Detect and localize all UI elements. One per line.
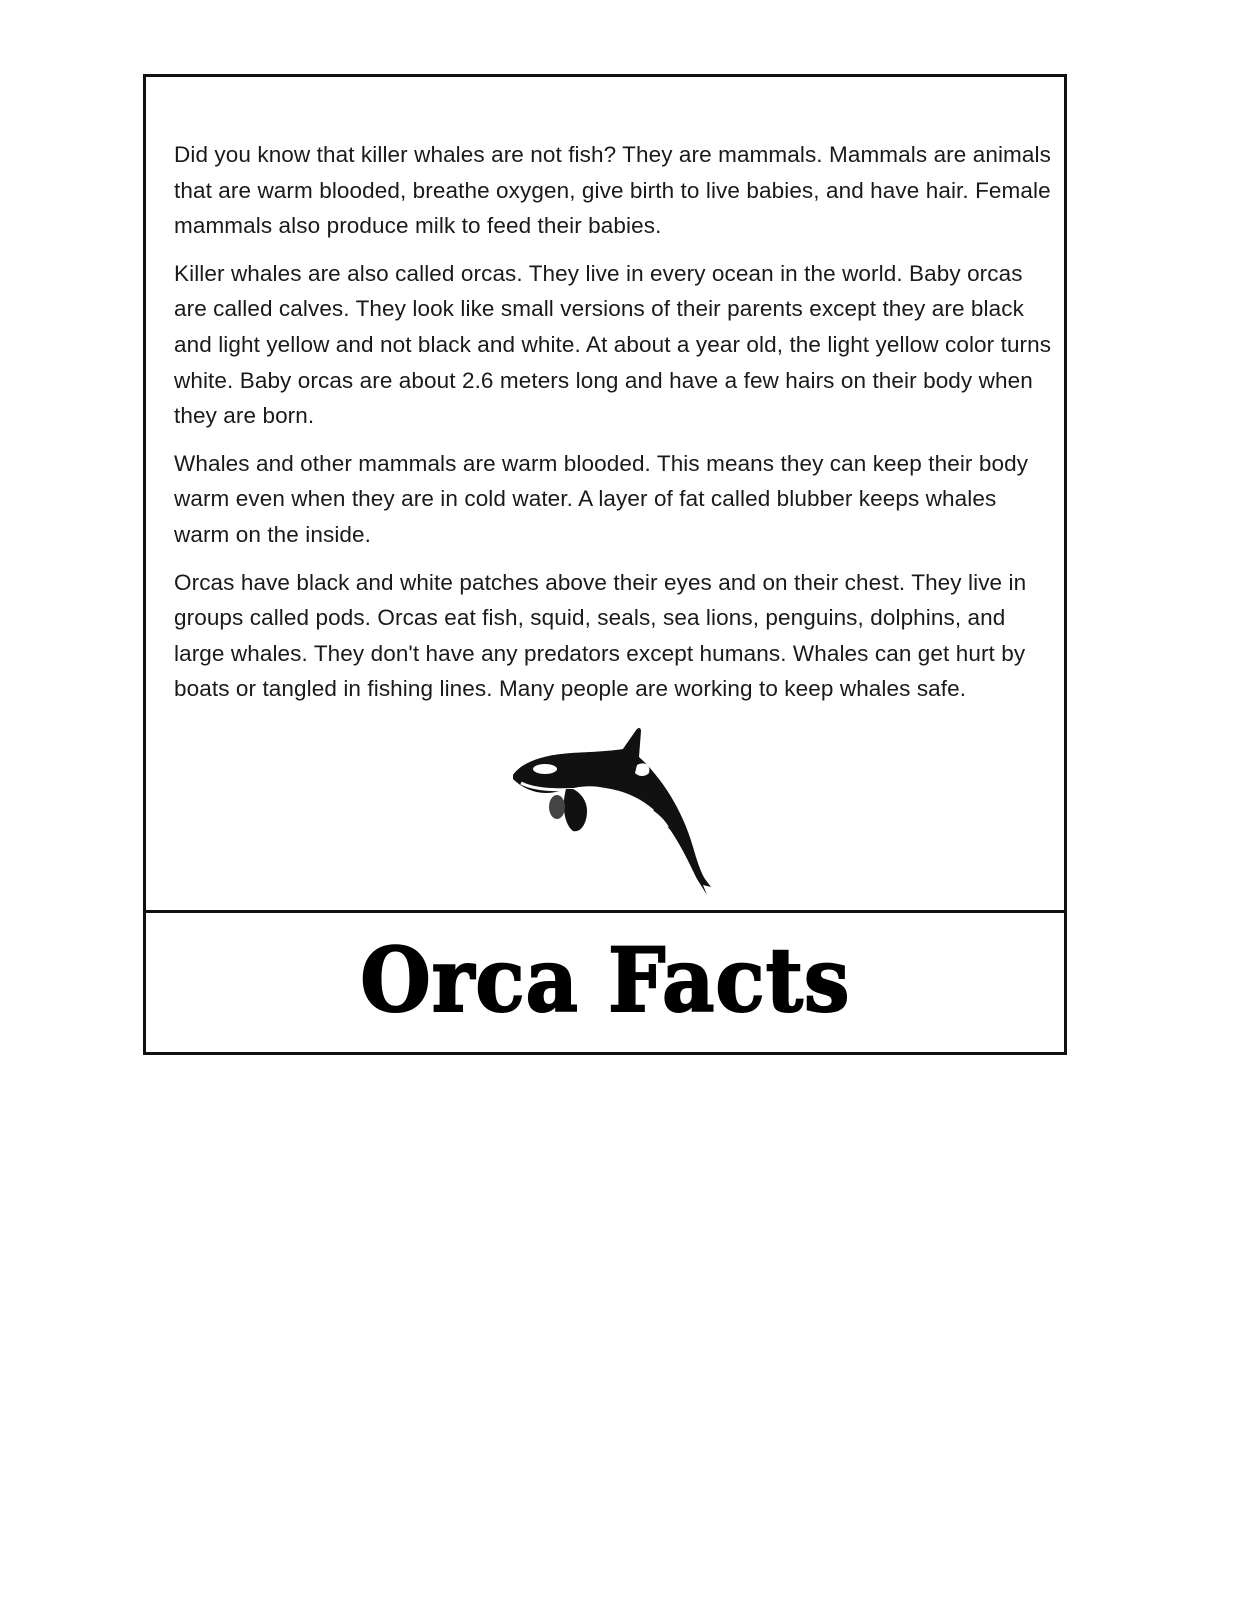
orca-icon <box>511 727 711 895</box>
fact-card <box>143 74 1067 1055</box>
paragraph: Orcas have black and white patches above their eyes and on their chest. They live in groups called pods. Orcas eat fish, squid, seals, sea lions, penguins, dolphins, and large whales. They don't have any predators except humans. Whales can get hurt by boats or tangled in fishing lines. Many people are working to keep whales safe. <box>174 569 1027 702</box>
fact-text <box>174 137 1054 719</box>
title-panel <box>146 913 1064 1052</box>
paragraph: Killer whales are also called orcas. They live in every ocean in the world. Baby orcas are called calves. They look like small versions of their parents except they are black and light yellow and not black and white. At about a year old, the light yellow color turns white. Baby orcas are about 2.6 meters long and have a few hairs on their body when they are born. <box>174 260 1052 429</box>
fact-card-body <box>146 77 1064 910</box>
page-title: Orca Facts <box>359 927 851 1032</box>
paragraph: Whales and other mammals are warm blooded. This means they can keep their body warm even when they are in cold water. A layer of fat called blubber keeps whales warm on the inside. <box>174 450 1029 547</box>
paragraph: Did you know that killer whales are not fish? They are mammals. Mammals are animals that are warm blooded, breathe oxygen, give birth to live babies, and have hair. Female mammals also produce milk to feed their babies. <box>174 142 1051 239</box>
